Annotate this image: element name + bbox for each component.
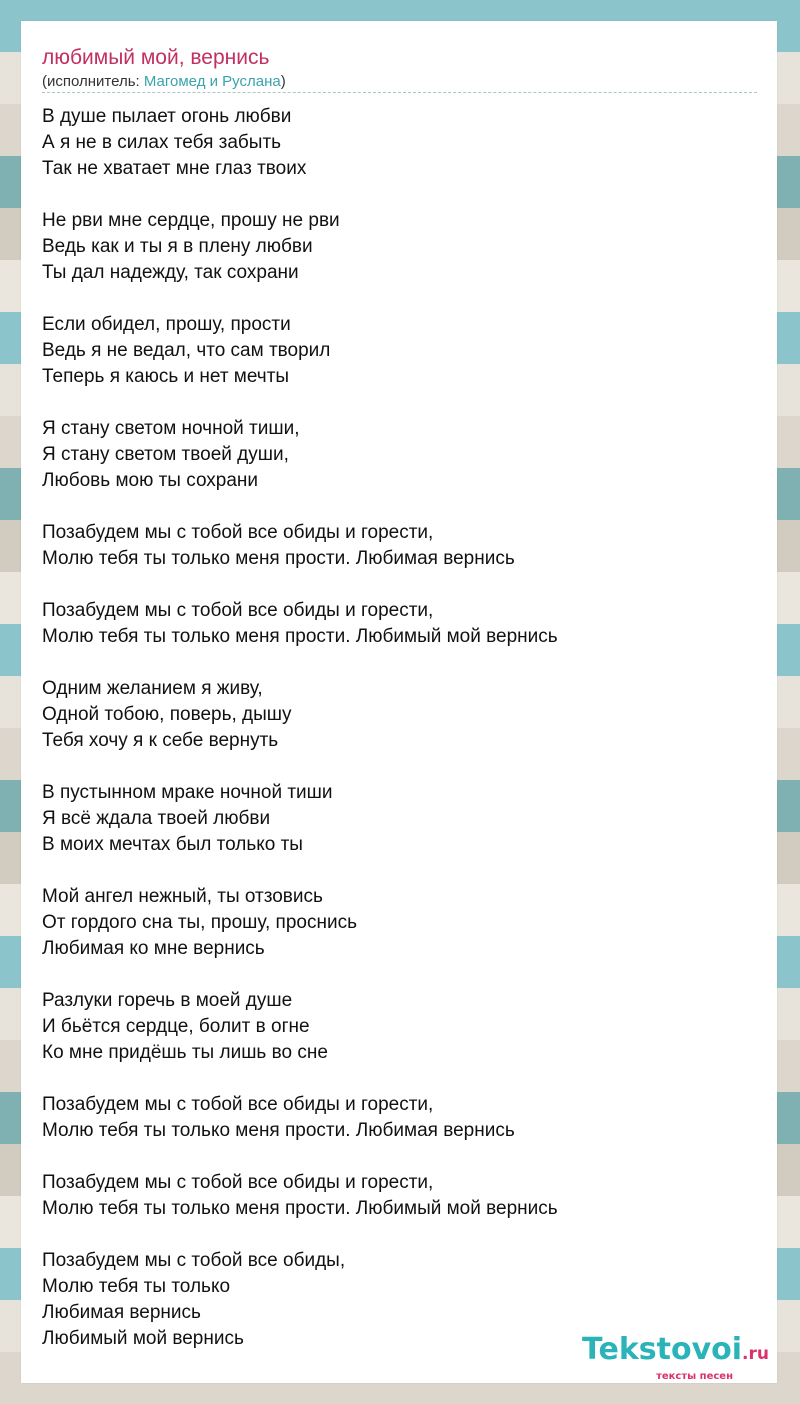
lyric-line: Позабудем мы с тобой все обиды и горести, [42,1172,434,1193]
lyric-line: Ко мне придёшь ты лишь во сне [42,1042,328,1063]
lyric-line: Молю тебя ты только меня прости. Любимая вернись [42,548,515,569]
lyric-line: Молю тебя ты только [42,1276,231,1297]
stanza-break [42,572,762,598]
lyric-line: Так не хватает мне глаз твоих [42,158,307,179]
stanza-break [42,286,762,312]
stanza-break [42,390,762,416]
lyric-line: Молю тебя ты только меня прости. Любимая вернись [42,1120,515,1141]
logo-name: Tekstovoi [582,1332,743,1367]
lyric-line: Теперь я каюсь и нет мечты [42,366,290,387]
lyric-line: Я стану светом твоей души, [42,444,289,465]
artist-prefix: (исполнитель: [42,73,144,90]
lyric-line: Ведь как и ты я в плену любви [42,236,313,257]
lyric-line: Не рви мне сердце, прошу не рви [42,210,340,231]
header-divider [42,92,757,93]
lyric-line: Любимая вернись [42,1302,201,1323]
stanza-break [42,494,762,520]
lyric-line: Одной тобою, поверь, дышу [42,704,292,725]
lyric-line: Ведь я не ведал, что сам творил [42,340,331,361]
lyric-line: Молю тебя ты только меня прости. Любимый мой вернись [42,626,558,647]
lyric-line: Любимая ко мне вернись [42,938,265,959]
logo-tld: .ru [742,1344,769,1364]
lyrics-text [42,104,762,1352]
logo-wordmark [559,1333,769,1371]
lyric-line: Позабудем мы с тобой все обиды, [42,1250,346,1271]
lyric-line: Позабудем мы с тобой все обиды и горести, [42,522,434,543]
stanza-break [42,858,762,884]
artist-line [42,73,286,91]
lyric-line: От гордого сна ты, прошу, проснись [42,912,357,933]
lyric-line: В душе пылает огонь любви [42,106,292,127]
artist-suffix: ) [280,73,286,90]
lyric-line: Одним желанием я живу, [42,678,263,699]
logo-tagline: тексты песен [656,1371,733,1382]
site-logo[interactable] [559,1333,769,1383]
lyric-line: Я стану светом ночной тиши, [42,418,300,439]
lyric-line: Мой ангел нежный, ты отзовись [42,886,323,907]
lyric-line: Разлуки горечь в моей душе [42,990,293,1011]
stanza-break [42,754,762,780]
lyric-line: Молю тебя ты только меня прости. Любимый мой вернись [42,1198,558,1219]
lyric-line: Тебя хочу я к себе вернуть [42,730,279,751]
lyric-line: Любимый мой вернись [42,1328,244,1349]
lyrics-card [21,21,777,1383]
lyric-line: Любовь мою ты сохрани [42,470,259,491]
lyric-line: Позабудем мы с тобой все обиды и горести, [42,1094,434,1115]
lyric-line: А я не в силах тебя забыть [42,132,282,153]
lyric-line: В моих мечтах был только ты [42,834,303,855]
lyric-line: Ты дал надежду, так сохрани [42,262,299,283]
song-title: любимый мой, вернись [42,46,270,69]
lyric-line: Позабудем мы с тобой все обиды и горести, [42,600,434,621]
lyric-line: И бьётся сердце, болит в огне [42,1016,310,1037]
lyric-line: В пустынном мраке ночной тиши [42,782,333,803]
artist-link[interactable]: Магомед и Руслана [143,73,281,90]
lyric-line: Я всё ждала твоей любви [42,808,271,829]
stanza-break [42,1144,762,1170]
stanza-break [42,962,762,988]
stanza-break [42,182,762,208]
lyric-line: Если обидел, прошу, прости [42,314,291,335]
stanza-break [42,650,762,676]
stanza-break [42,1222,762,1248]
stanza-break [42,1066,762,1092]
